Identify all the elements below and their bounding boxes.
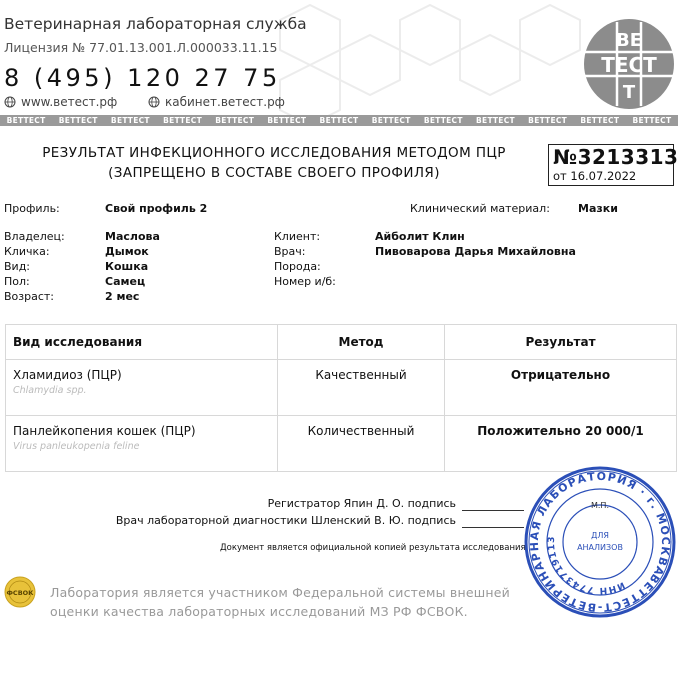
owner-value: Маслова	[105, 230, 160, 243]
species-label: Вид:	[4, 260, 31, 273]
cabinet-text: кабинет.ветест.рф	[165, 95, 285, 109]
test-latin-name: Chlamydia spp.	[13, 385, 87, 396]
stamp-outer-text: ВЕТТЕСТ-ВЕТЕРИНАРНАЯ ЛАБОРАТОРИЯ · г. МОСКВА	[527, 469, 673, 615]
column-header-result: Результат	[445, 325, 677, 360]
species-value: Кошка	[105, 260, 149, 273]
column-header-test: Вид исследования	[6, 325, 278, 360]
stamp-center-line2: АНАЛИЗОВ	[577, 543, 623, 552]
client-value: Айболит Клин	[375, 230, 465, 243]
test-name-cell	[6, 360, 278, 416]
strip-word: ВЕТТЕСТ	[580, 116, 620, 125]
test-result: Отрицательно	[445, 360, 677, 416]
svg-text:ВЕТТЕСТ-ВЕТЕРИНАРНАЯ ЛАБОРАТОР	[522, 464, 678, 620]
registrar-signature-line	[462, 510, 524, 511]
globe-icon	[148, 96, 160, 108]
official-stamp	[522, 464, 678, 620]
test-method: Количественный	[278, 416, 445, 472]
profile-value: Свой профиль 2	[105, 202, 208, 215]
owner-label: Владелец:	[4, 230, 65, 243]
strip-word: ВЕТТЕСТ	[163, 116, 202, 125]
nickname-label: Кличка:	[4, 245, 50, 258]
strip-word: ВЕТТЕСТ	[267, 116, 307, 125]
stamp-mp-label: М.П.	[590, 501, 610, 510]
strip-word: ВЕТТЕСТ	[423, 116, 463, 125]
profile-label: Профиль:	[4, 202, 60, 215]
test-result: Положительно 20 000/1	[445, 416, 677, 472]
lab-name: Ветеринарная лабораторная служба	[4, 15, 307, 33]
report-title-line2: (ЗАПРЕЩЕНО В СОСТАВЕ СВОЕГО ПРОФИЛЯ)	[108, 165, 440, 181]
sex-label: Пол:	[4, 275, 30, 288]
fsvok-badge-icon	[4, 576, 36, 608]
phone-number: 8 (495) 120 27 75	[4, 64, 281, 92]
age-value: 2 мес	[105, 290, 140, 303]
fsvok-membership-text	[50, 583, 510, 621]
strip-word: ВЕТТЕСТ	[632, 116, 672, 125]
report-title-line1: РЕЗУЛЬТАТ ИНФЕКЦИОННОГО ИССЛЕДОВАНИЯ МЕТОДОМ ПЦР	[42, 145, 506, 161]
brand-strip	[0, 115, 678, 126]
fsvok-line1: Лаборатория является участником Федеральной системы внешней	[50, 585, 510, 600]
strip-word: ВЕТТЕСТ	[476, 116, 515, 125]
logo-top-text: ВЕ	[615, 30, 643, 51]
strip-word: ВЕТТЕСТ	[528, 116, 568, 125]
cabinet-link[interactable]	[148, 95, 285, 109]
website-text: www.ветест.рф	[21, 95, 118, 109]
strip-word: ВЕТТЕСТ	[6, 116, 46, 125]
results-table	[5, 324, 677, 472]
nickname-value: Дымок	[105, 245, 149, 258]
stamp-center-line1: ДЛЯ	[591, 531, 609, 540]
strip-word: ВЕТТЕСТ	[58, 116, 98, 125]
strip-word: ВЕТТЕСТ	[371, 116, 411, 125]
test-name: Панлейкопения кошек (ПЦР)	[13, 424, 196, 438]
logo-bottom-text: Т	[622, 82, 636, 103]
column-header-method: Метод	[278, 325, 445, 360]
breed-label: Порода:	[274, 260, 321, 273]
age-label: Возраст:	[4, 290, 55, 303]
license-number: Лицензия № 77.01.13.001.Л.000033.11.15	[4, 40, 278, 55]
card-label: Номер и/б:	[274, 275, 336, 288]
order-number: №3213313	[553, 145, 678, 169]
doctor-signature-label: Врач лабораторной диагностики Шленский В. Ю. подпись	[115, 514, 456, 527]
strip-word: ВЕТТЕСТ	[110, 116, 150, 125]
website-link[interactable]	[4, 95, 117, 109]
client-label: Клиент:	[274, 230, 321, 243]
logo-mid-text: ТЕСТ	[601, 53, 657, 77]
test-method: Качественный	[278, 360, 445, 416]
globe-icon	[4, 96, 16, 108]
material-label: Клинический материал:	[410, 202, 550, 215]
fsvok-line2: оценки качества лабораторных исследований МЗ РФ ФСВОК.	[50, 604, 468, 619]
fsvok-badge-text: ФСВОК	[6, 589, 34, 597]
table-row	[6, 360, 677, 416]
doctor-signature-line	[462, 527, 524, 528]
test-latin-name: Virus panleukopenia feline	[13, 441, 140, 452]
official-copy-note: Документ является официальной копией результата исследования	[220, 543, 526, 553]
strip-word: ВЕТТЕСТ	[319, 116, 359, 125]
doctor-value: Пивоварова Дарья Михайловна	[375, 245, 576, 258]
test-name: Хламидиоз (ПЦР)	[13, 368, 122, 382]
material-value: Мазки	[578, 202, 618, 215]
doctor-label: Врач:	[274, 245, 306, 258]
order-box	[548, 144, 678, 186]
strip-word: ВЕТТЕСТ	[215, 116, 255, 125]
test-name-cell	[6, 416, 278, 472]
report-title	[0, 143, 548, 183]
registrar-signature-label: Регистратор Япин Д. О. подпись	[267, 497, 456, 510]
order-date: от 16.07.2022	[553, 169, 637, 183]
stamp-inner-text: ИНН 7743719113	[546, 535, 627, 596]
vettest-logo	[583, 18, 675, 110]
sex-value: Самец	[105, 275, 146, 288]
table-header-row	[6, 325, 677, 360]
